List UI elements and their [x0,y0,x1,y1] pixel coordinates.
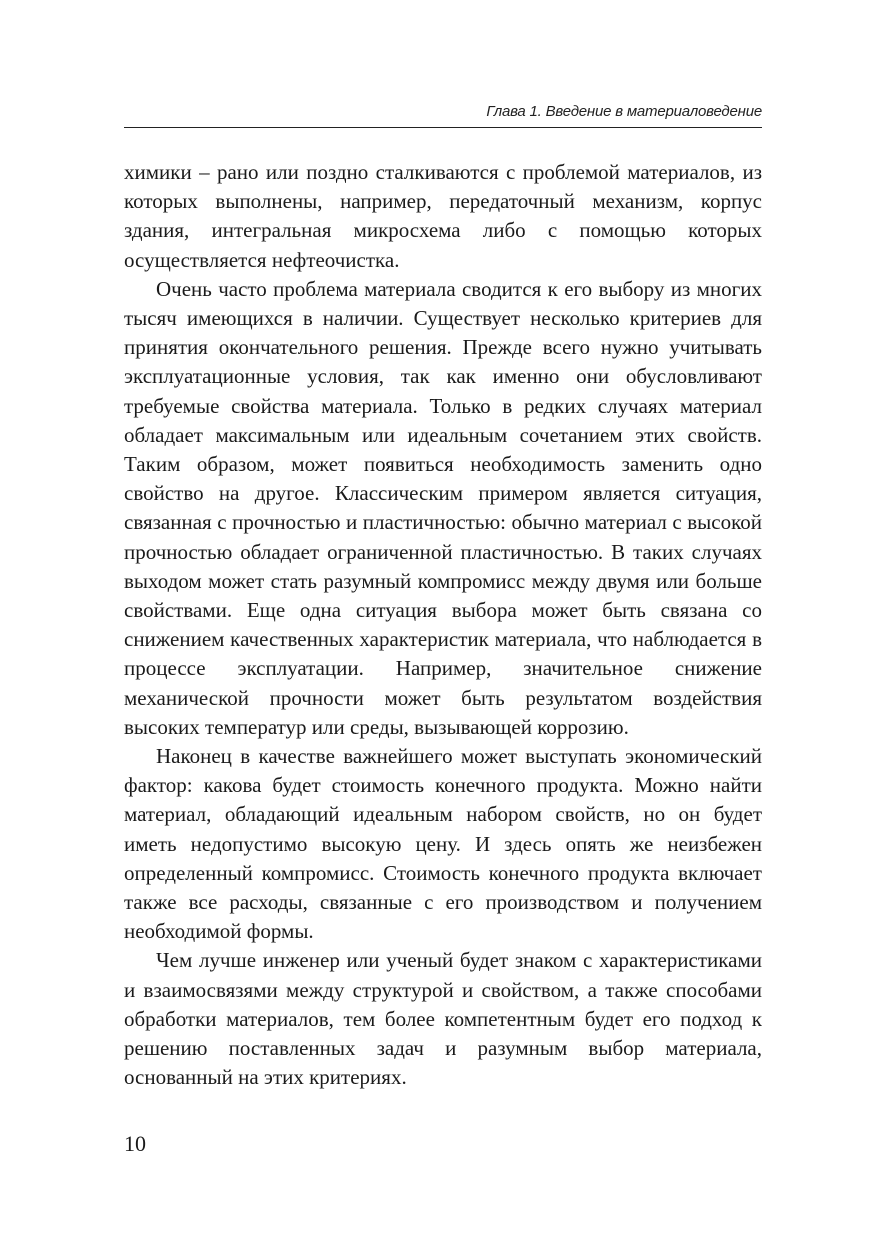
page-body [124,158,762,1093]
paragraph-continuation: химики – рано или поздно сталкиваются с проблемой материалов, из которых выполнены, например, передаточный механизм, корпус здания, интегральная микросхема либо с помощью которых осуществляется нефтеочистка. [124,160,762,272]
header-divider [124,127,762,128]
page-number: 10 [124,1131,146,1156]
running-header: Глава 1. Введение в материаловедение [486,103,762,120]
paragraph-conclusion: Чем лучше инженер или ученый будет знаком с характеристиками и взаимосвязями между структурой и свойством, а также способами обработки материалов, тем более компетентным будет его подход к решению поставленных задач и разумным выбор материала, основанный на этих критериях. [124,948,762,1090]
paragraph-material-choice: Очень часто проблема материала сводится к его выбору из многих тысяч имеющихся в наличии. Существует несколько критериев для принятия окончательного решения. Прежде всего нужно учитывать эксплуатационные условия, так как именно они обусловливают требуемые свойства материала. Только в редких случаях материал обладает максимальным или идеальным сочетанием этих свойств. Таким образом, может появиться необходимость заменить одно свойство на другое. Классическим примером является ситуация, связанная с прочностью и пластичностью: обычно материал с высокой прочностью обладает ограниченной пластичностью. В таких случаях выходом может стать разумный компромисс между двумя или больше свойствами. Еще одна ситуация выбора может быть связана со снижением качественных характеристик материала, что наблюдается в процессе эксплуатации. Например, значительное снижение механической прочности может быть результатом воздействия высоких температур или среды, вызывающей коррозию. [124,276,762,739]
paragraph-economic-factor: Наконец в качестве важнейшего может выступать экономический фактор: какова будет стоимость конечного продукта. Можно найти материал, обладающий идеальным набором свойств, но он будет иметь недопустимо высокую цену. И здесь опять же неизбежен определенный компромисс. Стоимость конечного продукта включает также все расходы, связанные с его производством и получением необходимой формы. [124,744,762,944]
